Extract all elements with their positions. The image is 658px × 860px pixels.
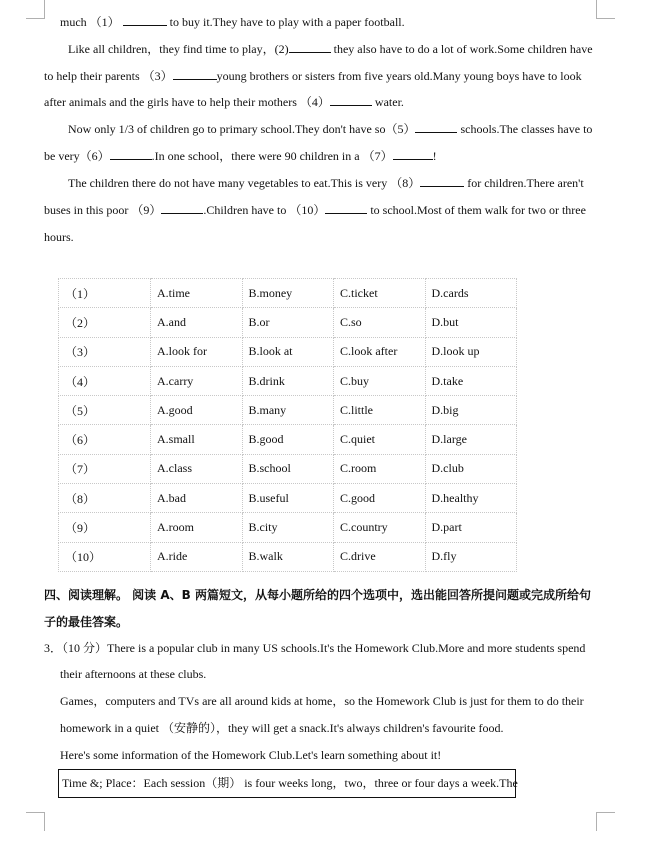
passage-text: to help their parents （3） — [44, 69, 173, 83]
passage-line — [44, 94, 404, 110]
page-corner-mark — [26, 812, 45, 831]
passage-line — [68, 175, 584, 191]
question-text: Games，computers and TVs are all around kids at home，so the Homework Club is just for them to do their — [60, 694, 584, 708]
options-table — [58, 278, 517, 572]
page-corner-mark — [596, 812, 615, 831]
passage-line — [68, 41, 593, 57]
option-c: C.look after — [334, 337, 426, 366]
passage-text: to school.Most of them walk for two or three — [367, 203, 586, 217]
question-number: （10） — [59, 542, 151, 571]
passage-text: water. — [371, 95, 404, 109]
option-row — [59, 425, 517, 454]
question-number: （7） — [59, 454, 151, 483]
option-d: D.take — [425, 366, 517, 395]
option-c: C.drive — [334, 542, 426, 571]
option-a: A.small — [151, 425, 243, 454]
option-a: A.bad — [151, 484, 243, 513]
option-row — [59, 484, 517, 513]
option-b: B.walk — [242, 542, 334, 571]
passage-line: hours. — [44, 230, 74, 244]
option-b: B.city — [242, 513, 334, 542]
option-b: B.many — [242, 396, 334, 425]
passage-line — [60, 14, 405, 30]
option-d: D.but — [425, 308, 517, 337]
question-number: （8） — [59, 484, 151, 513]
passage-line — [68, 121, 592, 137]
question-number: （1） — [59, 279, 151, 308]
option-c: C.little — [334, 396, 426, 425]
question-text: Here's some information of the Homework Club.Let's learn something about it! — [60, 748, 442, 762]
question-number: （9） — [59, 513, 151, 542]
option-b: B.school — [242, 454, 334, 483]
answer-blank — [110, 148, 152, 160]
option-row — [59, 454, 517, 483]
option-a: A.carry — [151, 366, 243, 395]
option-b: B.good — [242, 425, 334, 454]
passage-text: ! — [432, 149, 437, 163]
passage-line — [44, 68, 582, 84]
option-c: C.quiet — [334, 425, 426, 454]
passage-text: to buy it.They have to play with a paper football. — [166, 15, 405, 29]
answer-blank — [173, 68, 217, 80]
answer-blank — [161, 202, 203, 214]
page-corner-mark — [596, 0, 615, 19]
passage-line — [44, 202, 586, 218]
answer-blank — [415, 121, 457, 133]
option-row — [59, 279, 517, 308]
passage-line — [44, 148, 437, 164]
info-box: Time &; Place：Each session（期） is four weeks long，two，three or four days a week.The — [58, 769, 516, 798]
option-c: C.room — [334, 454, 426, 483]
option-d: D.fly — [425, 542, 517, 571]
option-a: A.good — [151, 396, 243, 425]
page-corner-mark — [26, 0, 45, 19]
option-d: D.big — [425, 396, 517, 425]
answer-blank — [325, 202, 367, 214]
passage-text: Now only 1/3 of children go to primary school.They don't have so（5） — [68, 122, 416, 136]
question-text: homework in a quiet （安静的），they will get a snack.It's always children's favourite food. — [60, 721, 504, 735]
option-d: D.healthy — [425, 484, 517, 513]
option-b: B.money — [242, 279, 334, 308]
option-b: B.useful — [242, 484, 334, 513]
answer-blank — [393, 148, 433, 160]
option-row — [59, 308, 517, 337]
option-row — [59, 513, 517, 542]
option-a: A.class — [151, 454, 243, 483]
passage-text: be very（6） — [44, 149, 110, 163]
option-row — [59, 337, 517, 366]
question-text: 3．（10 分）There is a popular club in many US schools.It's the Homework Club.More and more students spend — [44, 641, 586, 655]
passage-text: they also have to do a lot of work.Some children have — [330, 42, 593, 56]
answer-blank — [420, 175, 464, 187]
passage-text: Like all children，they find time to play，(2) — [68, 42, 289, 56]
option-a: A.room — [151, 513, 243, 542]
passage-text: buses in this poor （9） — [44, 203, 162, 217]
passage-text: for children.There aren't — [464, 176, 584, 190]
passage-text: young brothers or sisters from five years old.Many young boys have to look — [216, 69, 582, 83]
passage-text: after animals and the girls have to help their mothers （4） — [44, 95, 330, 109]
option-row — [59, 396, 517, 425]
option-b: B.or — [242, 308, 334, 337]
option-c: C.so — [334, 308, 426, 337]
option-c: C.country — [334, 513, 426, 542]
passage-text: The children there do not have many vegetables to eat.This is very （8） — [68, 176, 421, 190]
question-number: （2） — [59, 308, 151, 337]
option-d: D.large — [425, 425, 517, 454]
option-d: D.part — [425, 513, 517, 542]
answer-blank — [289, 41, 331, 53]
passage-text: much （1） — [60, 15, 120, 29]
section-heading: 子的最佳答案。 — [44, 615, 129, 629]
option-c: C.ticket — [334, 279, 426, 308]
passage-text: schools.The classes have to — [457, 122, 593, 136]
question-number: （4） — [59, 366, 151, 395]
option-d: D.club — [425, 454, 517, 483]
question-number: （3） — [59, 337, 151, 366]
question-text: their afternoons at these clubs. — [60, 667, 207, 681]
option-d: D.cards — [425, 279, 517, 308]
question-number: （5） — [59, 396, 151, 425]
option-c: C.good — [334, 484, 426, 513]
question-number: （6） — [59, 425, 151, 454]
answer-blank — [123, 14, 167, 26]
option-row — [59, 366, 517, 395]
option-row — [59, 542, 517, 571]
option-a: A.and — [151, 308, 243, 337]
option-a: A.look for — [151, 337, 243, 366]
section-heading: 四、阅读理解。 阅读 A、B 两篇短文，从每小题所给的四个选项中，选出能回答所提问题或完成所给句 — [44, 588, 591, 602]
option-c: C.buy — [334, 366, 426, 395]
option-d: D.look up — [425, 337, 517, 366]
passage-text: .In one school，there were 90 children in a （7） — [151, 149, 393, 163]
option-a: A.time — [151, 279, 243, 308]
option-a: A.ride — [151, 542, 243, 571]
option-b: B.look at — [242, 337, 334, 366]
passage-text: .Children have to （10） — [203, 203, 326, 217]
option-b: B.drink — [242, 366, 334, 395]
answer-blank — [330, 94, 372, 106]
